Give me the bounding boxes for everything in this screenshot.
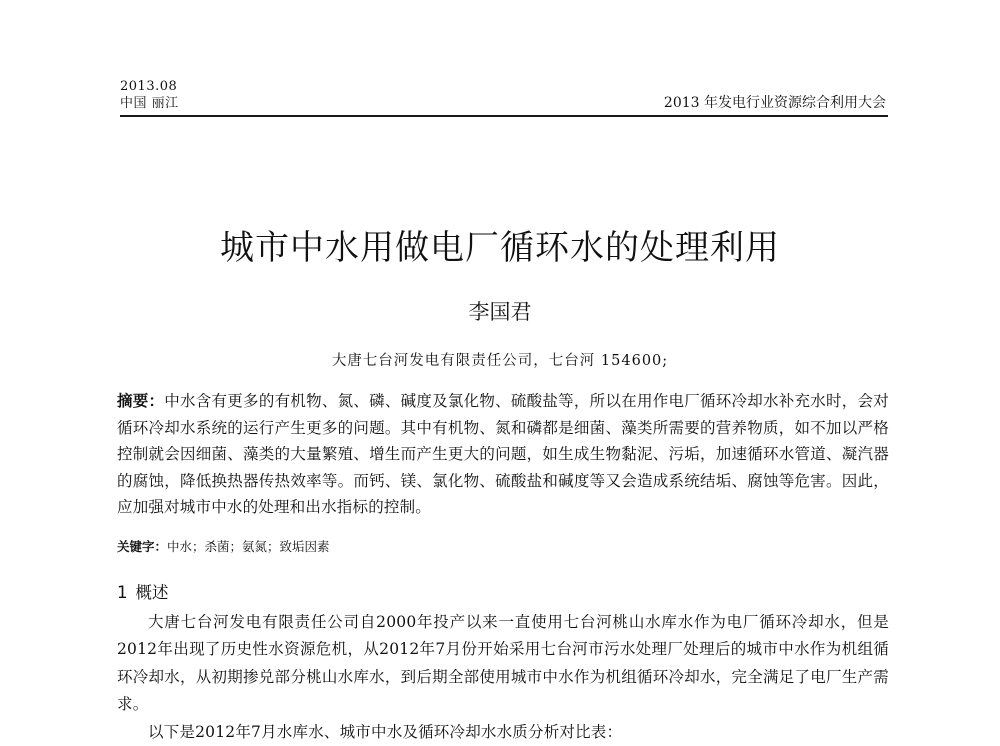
paper-author: 李国君: [468, 300, 532, 324]
paper-affiliation: 大唐七台河发电有限责任公司，七台河 154600;: [331, 353, 669, 369]
keywords: [117, 537, 330, 557]
paper-title: 城市中水用做电厂循环水的处理利用: [220, 228, 780, 268]
keywords-label: 关键字：: [117, 539, 168, 554]
header-conference: 2013 年发电行业资源综合利用大会: [663, 95, 886, 111]
header-location: 中国 丽江: [120, 96, 179, 111]
running-header: [120, 78, 888, 120]
keywords-text: 中水；杀菌；氨氮；致垢因素: [167, 539, 330, 554]
section-heading: [117, 581, 169, 605]
header-rule: [120, 115, 888, 117]
header-date: 2013.08: [120, 79, 178, 94]
abstract: [117, 388, 889, 521]
header-date-location: [120, 78, 179, 112]
section-number: 1: [117, 583, 128, 602]
body-paragraph-table-intro: 以下是2012年7月水库水、城市中水及循环冷却水水质分析对比表：: [148, 723, 623, 741]
section-title: 概述: [135, 583, 169, 602]
abstract-label: 摘要：: [117, 391, 165, 410]
abstract-text: 中水含有更多的有机物、氮、磷、碱度及氯化物、硫酸盐等，所以在用作电厂循环冷却水补充水时，会对循环冷却水系统的运行产生更多的问题。其中有机物、氮和磷都是细菌、藻类所需要的营养物质，如不加以严格控制就会因细菌、藻类的大量繁殖、增生而产生更大的问题，如生成生物黏泥、污垢，加速循环水管道、凝汽器的腐蚀，降低换热器传热效率等。而钙、镁、氯化物、硫酸盐和碱度等又会造成系统结垢、腐蚀等危害。因此，应加强对城市中水的处理和出水指标的控制。: [117, 392, 889, 517]
body-paragraph: 大唐七台河发电有限责任公司自2000年投产以来一直使用七台河桃山水库水作为电厂循环冷却水，但是2012年出现了历史性水资源危机，从2012年7月份开始采用七台河市污水处理厂处理后的城市中水作为机组循环冷却水，从初期掺兑部分桃山水库水，到后期全部使用城市中水作为机组循环冷却水，完全满足了电厂生产需求。: [117, 613, 889, 714]
